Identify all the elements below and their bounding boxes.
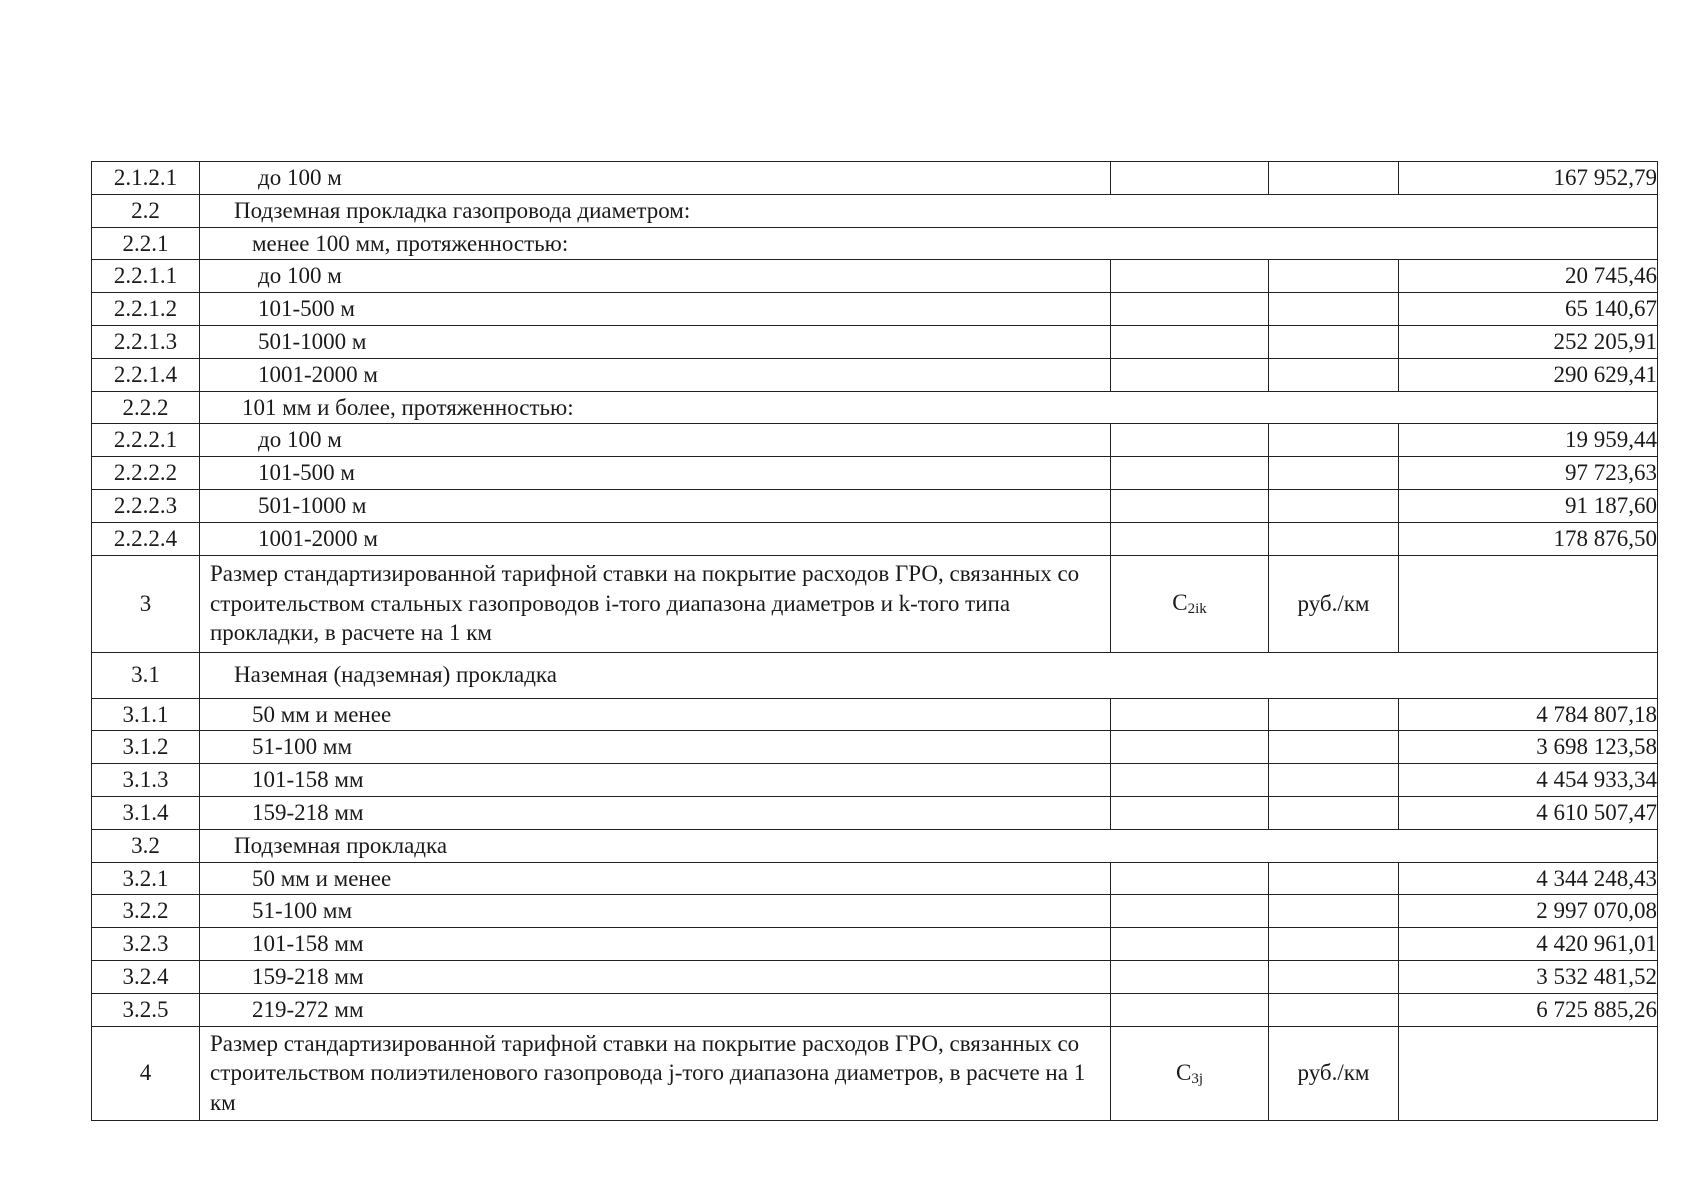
row-value: 97 723,63 [1399,457,1658,490]
row-symbol [1111,698,1269,731]
row-number: 3.2.1 [92,862,200,895]
row-number: 2.2.1.1 [92,260,200,293]
table-row [92,895,1658,928]
row-section-title: Подземная прокладка газопровода диаметром: [200,194,1658,227]
row-unit [1269,162,1399,195]
row-value [1399,1026,1658,1120]
table-row [92,162,1658,195]
row-value: 6 725 885,26 [1399,993,1658,1026]
row-number: 3.2.2 [92,895,200,928]
tariff-table [91,161,1658,1121]
row-unit [1269,358,1399,391]
row-number: 3 [92,555,200,652]
table-row [92,928,1658,961]
row-name: 219-272 мм [200,993,1111,1026]
table-row [92,764,1658,797]
table-row [92,489,1658,522]
row-name: 501-1000 м [200,489,1111,522]
row-value: 4 610 507,47 [1399,796,1658,829]
row-unit [1269,731,1399,764]
row-value: 65 140,67 [1399,293,1658,326]
row-symbol [1111,764,1269,797]
table-row [92,796,1658,829]
row-value: 178 876,50 [1399,522,1658,555]
row-symbol [1111,928,1269,961]
row-name-text: Размер стандартизированной тарифной ставки на покрытие расходов ГРО, связанных со строительством полиэтиленового газопровода j-того диапазона диаметров, в расчете на 1 км [210,1030,1086,1115]
row-symbol [1111,522,1269,555]
row-value: 91 187,60 [1399,489,1658,522]
row-symbol [1111,895,1269,928]
row-number: 2.2.1 [92,227,200,260]
row-name: 1001-2000 м [200,522,1111,555]
row-unit [1269,522,1399,555]
row-number: 3.2.4 [92,960,200,993]
row-name [200,555,1111,652]
row-value: 20 745,46 [1399,260,1658,293]
row-symbol [1111,960,1269,993]
row-section-title: Подземная прокладка [200,829,1658,862]
row-number: 2.2.2.3 [92,489,200,522]
row-number: 3.1.1 [92,698,200,731]
row-symbol [1111,993,1269,1026]
row-value: 290 629,41 [1399,358,1658,391]
row-name: до 100 м [200,162,1111,195]
row-value: 4 784 807,18 [1399,698,1658,731]
table-row [92,227,1658,260]
row-unit [1269,260,1399,293]
table-row [92,457,1658,490]
symbol-letter: C [1175,1059,1192,1085]
row-number: 3.1.4 [92,796,200,829]
symbol-letter: C [1172,590,1188,616]
row-symbol [1111,457,1269,490]
row-unit [1269,993,1399,1026]
row-symbol [1111,293,1269,326]
row-number: 2.2.1.3 [92,325,200,358]
row-unit [1269,928,1399,961]
row-section-title: 101 мм и более, протяженностью: [200,391,1658,424]
table-row [92,358,1658,391]
row-number: 2.1.2.1 [92,162,200,195]
row-symbol [1111,796,1269,829]
row-value: 4 454 933,34 [1399,764,1658,797]
row-unit [1269,424,1399,457]
row-unit [1269,489,1399,522]
row-value [1399,555,1658,652]
row-symbol [1111,325,1269,358]
row-name: 50 мм и менее [200,698,1111,731]
row-name: 50 мм и менее [200,862,1111,895]
row-section-title: менее 100 мм, протяженностью: [200,227,1658,260]
row-number: 4 [92,1026,200,1120]
symbol-subscript: 3j [1191,1070,1203,1087]
row-symbol [1111,862,1269,895]
row-number: 2.2.1.4 [92,358,200,391]
table-row [92,325,1658,358]
row-unit: руб./км [1269,1026,1399,1120]
row-number: 2.2.2.1 [92,424,200,457]
row-name: 101-158 мм [200,928,1111,961]
row-symbol [1111,162,1269,195]
table-row [92,424,1658,457]
table-row [92,993,1658,1026]
row-unit [1269,325,1399,358]
table-row [92,652,1658,698]
row-section-title: Наземная (надземная) прокладка [200,652,1658,698]
row-number: 3.2.5 [92,993,200,1026]
table-row [92,960,1658,993]
table-row [92,1026,1658,1120]
row-name: до 100 м [200,424,1111,457]
row-name: 1001-2000 м [200,358,1111,391]
row-symbol [1111,731,1269,764]
row-name: 501-1000 м [200,325,1111,358]
table-row [92,260,1658,293]
row-unit [1269,293,1399,326]
row-name-text: Размер стандартизированной тарифной ставки на покрытие расходов ГРО, связанных со строительством стальных газопроводов i-того диапазона диаметров и k-того типа прокладки, в расчете на 1 км [210,561,1080,646]
row-number: 2.2.1.2 [92,293,200,326]
row-number: 3.2 [92,829,200,862]
row-name: 101-158 мм [200,764,1111,797]
row-name: 159-218 мм [200,960,1111,993]
row-name: до 100 м [200,260,1111,293]
row-unit [1269,862,1399,895]
row-unit [1269,764,1399,797]
row-number: 3.1.2 [92,731,200,764]
table-row [92,293,1658,326]
table-row [92,555,1658,652]
row-symbol [1111,489,1269,522]
row-name: 51-100 мм [200,895,1111,928]
table-row [92,194,1658,227]
row-name: 101-500 м [200,293,1111,326]
row-name: 51-100 мм [200,731,1111,764]
row-value: 3 698 123,58 [1399,731,1658,764]
row-number: 2.2 [92,194,200,227]
row-symbol [1111,358,1269,391]
row-value: 4 420 961,01 [1399,928,1658,961]
row-number: 3.1 [92,652,200,698]
row-unit [1269,698,1399,731]
row-unit: руб./км [1269,555,1399,652]
row-symbol [1111,424,1269,457]
row-unit [1269,895,1399,928]
row-name [200,1026,1111,1120]
row-value: 3 532 481,52 [1399,960,1658,993]
row-symbol [1111,555,1269,652]
row-name: 101-500 м [200,457,1111,490]
row-number: 2.2.2 [92,391,200,424]
symbol-subscript: 2ik [1187,601,1207,618]
row-unit [1269,457,1399,490]
row-number: 2.2.2.2 [92,457,200,490]
row-symbol [1111,260,1269,293]
table-row [92,829,1658,862]
row-number: 3.1.3 [92,764,200,797]
row-value: 4 344 248,43 [1399,862,1658,895]
row-number: 2.2.2.4 [92,522,200,555]
row-value: 19 959,44 [1399,424,1658,457]
row-name: 159-218 мм [200,796,1111,829]
table-row [92,522,1658,555]
row-symbol [1111,1026,1269,1120]
row-value: 2 997 070,08 [1399,895,1658,928]
row-value: 252 205,91 [1399,325,1658,358]
row-unit [1269,796,1399,829]
row-value: 167 952,79 [1399,162,1658,195]
table-row [92,698,1658,731]
row-unit [1269,960,1399,993]
table-row [92,862,1658,895]
table-row [92,731,1658,764]
row-number: 3.2.3 [92,928,200,961]
table-row [92,391,1658,424]
